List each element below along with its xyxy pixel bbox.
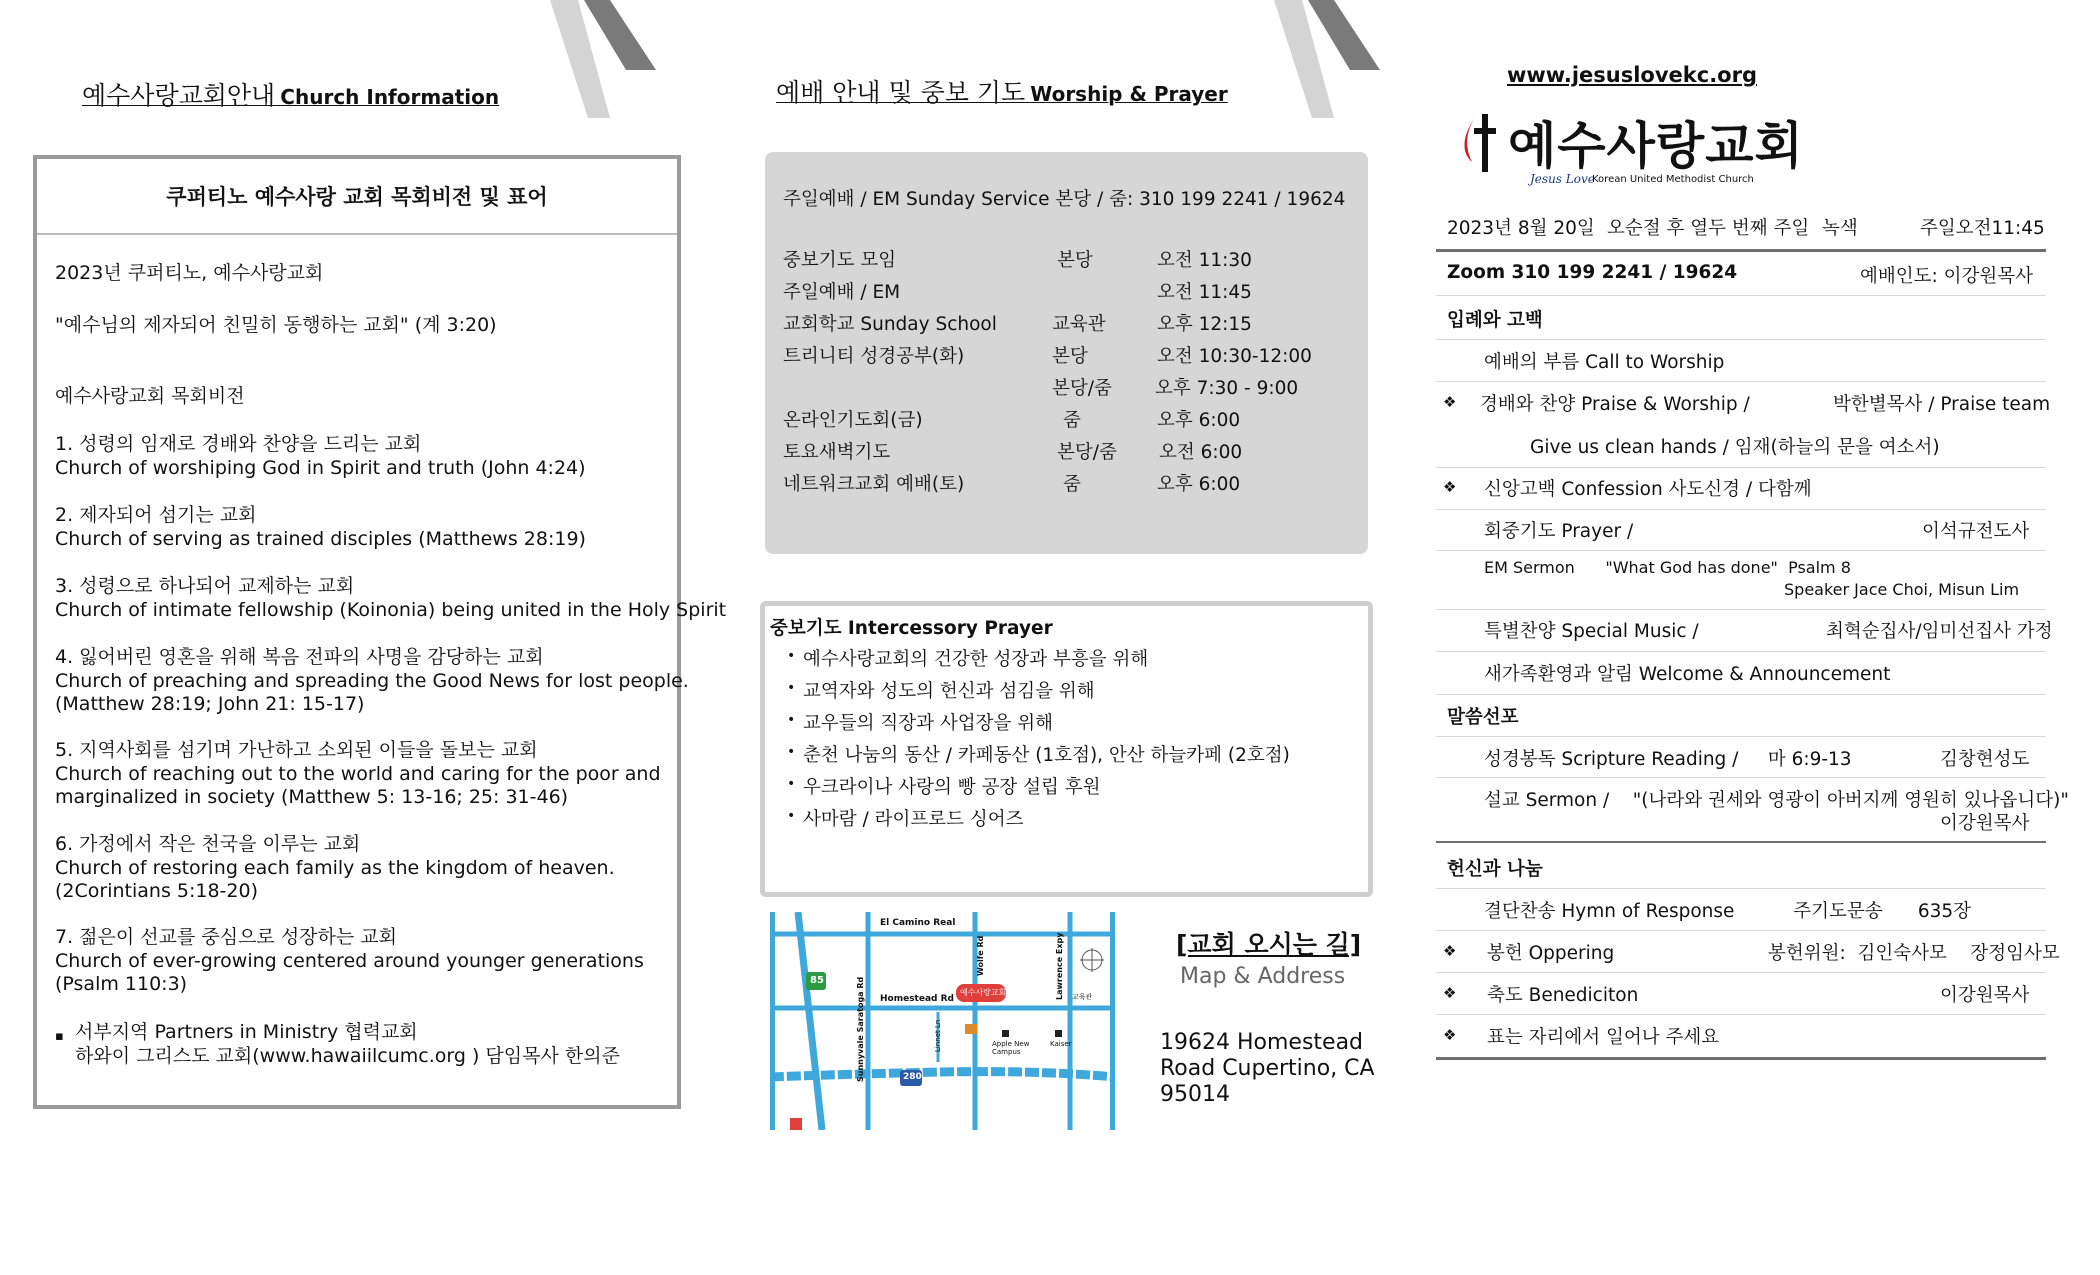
order-benediction: 축도 Benediciton [1487, 985, 1639, 1006]
map-label-church: 예수사랑교회 [960, 988, 1007, 997]
divider [1436, 550, 2046, 551]
service-place: 본당/줌 [1057, 442, 1117, 463]
partner-bullet: ▪ [55, 1029, 64, 1044]
service-time: 오전 10:30-12:00 [1157, 346, 1312, 367]
prayer-item: • 춘천 나눔의 동산 / 카페동산 (1호점), 안산 하늘카페 (2호점) [803, 741, 1290, 767]
divider [1436, 339, 2046, 340]
order-scripture: 성경봉독 Scripture Reading / 마 6:9-13 [1484, 749, 1852, 770]
divider [1436, 651, 2046, 652]
divider [1436, 972, 2046, 973]
standing-note: 표는 자리에서 일어나 주세요 [1487, 1027, 1720, 1048]
vision-4-ref: (Matthew 28:19; John 21: 15-17) [55, 693, 365, 715]
order-scripture-by: 김창현성도 [1940, 749, 2030, 770]
vision-title: 예수사랑교회 목회비전 [55, 385, 245, 407]
order-prayer-by: 이석규전도사 [1922, 521, 2030, 542]
prayer-title: 중보기도 Intercessory Prayer [770, 618, 1053, 639]
cross-flame-logo-icon [1458, 110, 1500, 176]
divider [1436, 841, 2046, 843]
service-name: 주일예배 / EM [783, 282, 901, 303]
zoom-info: Zoom 310 199 2241 / 19624 [1447, 262, 1738, 283]
service-time: 주일오전11:45 [1920, 218, 2045, 239]
vision-6-en: Church of restoring each family as the kingdom of heaven. [55, 857, 615, 879]
liturgical-season: 오순절 후 열두 번째 주일 [1607, 218, 1810, 239]
order-hymn: 결단찬송 Hymn of Response 주기도문송 635장 [1484, 901, 1972, 922]
order-em-speaker: Speaker Jace Choi, Misun Lim [1784, 580, 2020, 599]
order-sermon-by: 이강원목사 [1940, 813, 2030, 834]
church-info-heading-ko: 예수사랑교회안내 [82, 81, 276, 110]
divider [1436, 609, 2046, 610]
vision-7-ko: 7. 젊은이 선교를 중심으로 성장하는 교회 [55, 926, 397, 948]
vision-4-en: Church of preaching and spreading the Good News for lost people. [55, 670, 689, 692]
divider [1436, 888, 2046, 889]
map-label-wolfe: Wolfe Rd [976, 935, 985, 976]
divider [1436, 1014, 2046, 1015]
map-label-school: 교육관 [1072, 993, 1093, 1001]
decorative-tab-2 [1272, 0, 1382, 120]
vision-box [33, 155, 727, 1109]
divider [1436, 694, 2046, 695]
service-place: 본당 [1057, 250, 1093, 271]
order-em-sermon: EM Sermon "What God has done" Psalm 8 [1484, 558, 1851, 577]
service-time: 오후 6:00 [1157, 474, 1241, 495]
vision-6-ko: 6. 가정에서 작은 천국을 이루는 교회 [55, 833, 361, 855]
address-line-3: 95014 [1160, 1082, 1230, 1107]
address-line-2: Road Cupertino, CA [1160, 1056, 1375, 1081]
map-label-apple: Apple New Campus [992, 1040, 1030, 1056]
map-label-el-camino: El Camino Real [880, 918, 956, 928]
vision-3-ko: 3. 성령으로 하나되어 교제하는 교회 [55, 575, 355, 597]
divider [1436, 930, 2046, 931]
address-line-1: 19624 Homestead [1160, 1030, 1364, 1055]
vision-3-en: Church of intimate fellowship (Koinonia) being united in the Holy Spirit [55, 599, 727, 621]
standing-marker-icon: ❖ [1443, 1026, 1457, 1044]
service-time: 오전 6:00 [1159, 442, 1243, 463]
section-offering: 헌신과 나눔 [1447, 859, 1543, 880]
worship-heading-en: Worship & Prayer [1030, 82, 1228, 106]
service-name: 교회학교 Sunday School [783, 314, 997, 335]
vision-2-ko: 2. 제자되어 섬기는 교회 [55, 504, 257, 526]
service-place: 줌 [1063, 410, 1081, 431]
order-benediction-by: 이강원목사 [1940, 985, 2030, 1006]
location-map[interactable] [770, 912, 1115, 1130]
service-time: 오후 7:30 - 9:00 [1155, 378, 1299, 399]
standing-marker-icon: ❖ [1443, 393, 1457, 411]
church-info-heading [82, 76, 499, 112]
map-label-sunnyvale: Sunnyvale Saratoga Rd [856, 976, 865, 1082]
vision-6-ref: (2Corintians 5:18-20) [55, 880, 258, 902]
divider [1436, 381, 2046, 382]
service-name: 토요새벽기도 [783, 442, 891, 463]
divider [1436, 736, 2046, 737]
order-confession: 신앙고백 Confession 사도신경 / 다함께 [1484, 479, 1812, 500]
partner-line-2: 하와이 그리스도 교회(www.hawaiilcumc.org ) 담임목사 한의준 [75, 1045, 620, 1067]
worship-leader: 예배인도: 이강원목사 [1860, 266, 2033, 287]
prayer-item: • 우크라이나 사랑의 빵 공장 설립 후원 [803, 773, 1100, 799]
divider [1436, 467, 2046, 468]
church-info-heading-en: Church Information [280, 85, 500, 109]
order-offering-by: 봉헌위원: 김인숙사모 장정임사모 [1768, 943, 2060, 964]
service-place: 교육관 [1052, 314, 1106, 335]
vision-box-title: 쿠퍼티노 예수사랑 교회 목회비전 및 표어 [37, 159, 677, 235]
service-place: 줌 [1063, 474, 1081, 495]
prayer-item: • 교우들의 직장과 사업장을 위해 [803, 709, 1053, 735]
section-word: 말씀선포 [1447, 707, 1519, 728]
standing-marker-icon: ❖ [1443, 942, 1457, 960]
order-special-by: 최혁순집사/임미선집사 가정 [1826, 621, 2053, 642]
order-praise-leader: 박한별목사 / Praise team [1833, 394, 2051, 415]
service-time: 오후 12:15 [1157, 314, 1252, 335]
vision-1-ko: 1. 성령의 임재로 경배와 찬양을 드리는 교회 [55, 433, 422, 455]
worship-heading [776, 73, 1228, 109]
service-schedule-box [765, 152, 1368, 554]
order-praise-songs: Give us clean hands / 임재(하늘의 문을 여소서) [1530, 437, 1940, 458]
liturgical-color: 녹색 [1822, 218, 1858, 239]
divider [1436, 1057, 2046, 1060]
map-label-lawrence: Lawrence Expy [1055, 932, 1064, 1000]
intercessory-prayer-box [760, 601, 1373, 897]
order-welcome: 새가족환영과 알림 Welcome & Announcement [1484, 664, 1891, 685]
vision-5-en: Church of reaching out to the world and caring for the poor and [55, 763, 661, 785]
divider [1436, 249, 2046, 252]
vision-1-en: Church of worshiping God in Spirit and truth (John 4:24) [55, 457, 586, 479]
vision-2-en: Church of serving as trained disciples (Matthews 28:19) [55, 528, 586, 550]
section-entrance: 입례와 고백 [1447, 310, 1543, 331]
map-label-280: 280 [903, 1072, 922, 1082]
map-label-kaiser: Kaiser [1050, 1040, 1072, 1048]
order-offering: 봉헌 Oppering [1487, 943, 1615, 964]
vision-5-ko: 5. 지역사회를 섬기며 가난하고 소외된 이들을 돌보는 교회 [55, 739, 538, 761]
vision-4-ko: 4. 잃어버린 영혼을 위해 복음 전파의 사명을 감당하는 교회 [55, 646, 544, 668]
service-name: 트리니티 성경공부(화) [783, 346, 965, 367]
map-label-homestead: Homestead Rd [880, 994, 954, 1004]
order-call-to-worship: 예배의 부름 Call to Worship [1484, 352, 1725, 373]
map-subtitle: Map & Address [1180, 964, 1346, 989]
map-label-85: 85 [810, 975, 824, 986]
map-label-linnet: Linnet Ln [934, 1019, 942, 1052]
order-special-music: 특별찬양 Special Music / [1484, 621, 1699, 642]
prayer-item: • 사마람 / 라이프로드 싱어즈 [803, 805, 1023, 831]
standing-marker-icon: ❖ [1443, 984, 1457, 1002]
service-name: 중보기도 모임 [783, 250, 897, 271]
standing-marker-icon: ❖ [1443, 478, 1457, 496]
website-link[interactable]: www.jesuslovekc.org [1507, 63, 1757, 87]
vision-5-en-2: marginalized in society (Matthew 5: 13-16; 25: 31-46) [55, 786, 569, 808]
service-header: 주일예배 / EM Sunday Service 본당 / 줌: 310 199 2241 / 19624 [783, 189, 1346, 210]
map-title: [교회 오시는 길] [1176, 930, 1362, 959]
service-place: 본당 [1052, 346, 1088, 367]
divider [1436, 509, 2046, 510]
service-time: 오후 6:00 [1157, 410, 1241, 431]
logo-tagline-jesus-love: Jesus Love [1530, 172, 1595, 186]
logo-tagline-umc: Korean United Methodist Church [1592, 174, 1754, 185]
prayer-item: • 교역자와 성도의 헌신과 섬김을 위해 [803, 677, 1095, 703]
order-sermon: 설교 Sermon / "(나라와 권세와 영광이 아버지께 영원히 있나옵니다)" [1484, 790, 2069, 811]
service-place: 본당/줌 [1052, 378, 1112, 399]
service-name: 네트워크교회 예배(토) [783, 474, 965, 495]
vision-7-en: Church of ever-growing centered around younger generations [55, 950, 644, 972]
order-praise: 경배와 찬양 Praise & Worship / [1480, 394, 1750, 415]
order-prayer: 회중기도 Prayer / [1484, 521, 1634, 542]
partner-line-1: 서부지역 Partners in Ministry 협력교회 [75, 1021, 418, 1043]
service-name: 온라인기도회(금) [783, 410, 923, 431]
vision-7-ref: (Psalm 110:3) [55, 973, 188, 995]
worship-heading-ko: 예배 안내 및 중보 기도 [776, 78, 1026, 107]
church-logo-name: 예수사랑교회 [1508, 117, 1804, 175]
year-line: 2023년 쿠퍼티노, 예수사랑교회 [55, 262, 324, 284]
decorative-tab-1 [548, 0, 658, 120]
motto: "예수님의 제자되어 친밀히 동행하는 교회" (계 3:20) [55, 314, 497, 336]
service-date: 2023년 8월 20일 [1447, 218, 1595, 239]
divider [1436, 777, 2046, 778]
divider [1436, 295, 2046, 296]
prayer-item: • 예수사랑교회의 건강한 성장과 부흥을 위해 [803, 645, 1148, 671]
service-time: 오전 11:30 [1157, 250, 1252, 271]
service-time: 오전 11:45 [1157, 282, 1252, 303]
